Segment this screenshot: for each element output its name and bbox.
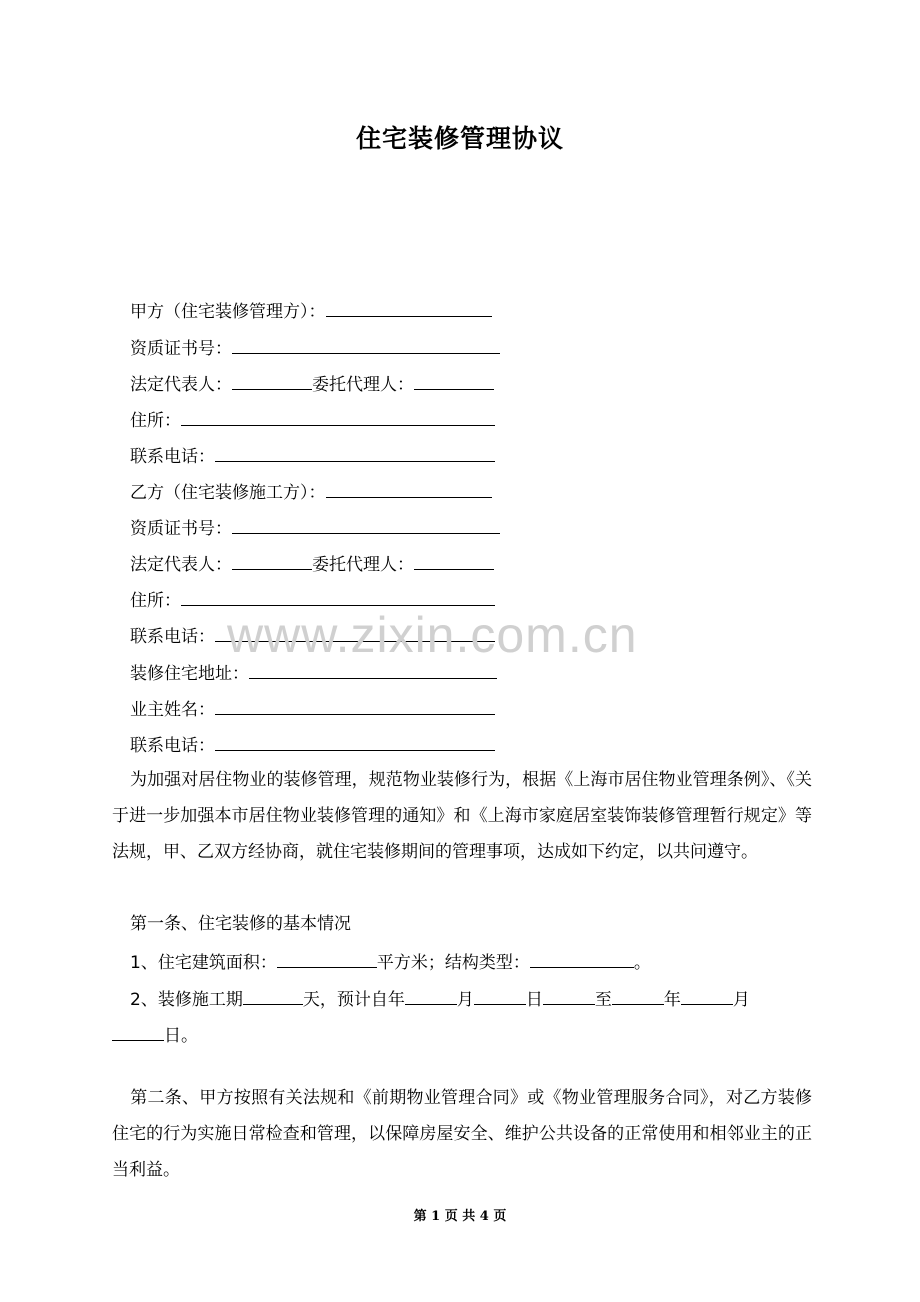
page-footer	[0, 1205, 920, 1224]
start-month-blank[interactable]	[474, 985, 526, 1005]
field-label: 资质证书号：	[130, 519, 232, 539]
page-total: 4	[479, 1209, 489, 1224]
start-day-blank[interactable]	[543, 985, 595, 1005]
footer-suffix: 页	[493, 1209, 507, 1224]
address-field	[130, 406, 495, 432]
item-text: 天，预计自年	[302, 990, 405, 1010]
field-label: 装修住宅地址：	[130, 664, 249, 684]
item-text: 1、住宅建筑面积：	[130, 953, 277, 973]
field-label: 委托代理人：	[312, 555, 414, 575]
article1-heading	[112, 906, 812, 942]
party-b-field	[130, 478, 492, 504]
item-text: 至	[594, 990, 612, 1010]
party-a-field	[130, 297, 492, 323]
field-label: 资质证书号：	[130, 339, 232, 359]
field-label: 联系电话：	[130, 736, 215, 756]
representative-field	[130, 370, 494, 396]
field-label: 住所：	[130, 591, 181, 611]
blank-line[interactable]	[232, 334, 500, 354]
article1-item2	[112, 982, 812, 1054]
document-title: 住宅装修管理协议	[355, 124, 564, 153]
item-text: 日	[525, 990, 543, 1010]
end-month-blank[interactable]	[681, 985, 733, 1005]
item-text: 。	[633, 953, 651, 973]
blank-line[interactable]	[181, 586, 495, 606]
footer-prefix: 第	[413, 1209, 427, 1224]
field-label: 甲方（住宅装修管理方）：	[130, 302, 326, 322]
blank-line[interactable]	[232, 514, 500, 534]
qualification-field	[130, 514, 500, 540]
preamble-text: 为加强对居住物业的装修管理，规范物业装修行为，根据《上海市居住物业管理条例》、《关于进一步加强本市居住物业装修管理的通知》和《上海市家庭居室装饰装修管理暂行规定》等法规，甲、乙双方经协商，就住宅装修期间的管理事项，达成如下约定，以共问遵守。	[112, 770, 812, 862]
area-blank[interactable]	[277, 948, 377, 968]
blank-line[interactable]	[215, 695, 495, 715]
structure-blank[interactable]	[530, 948, 634, 968]
blank-line[interactable]	[326, 478, 492, 498]
item-text: 月	[456, 990, 474, 1010]
item-text: 平方米；结构类型：	[376, 953, 530, 973]
field-label: 住所：	[130, 411, 181, 431]
preamble-paragraph	[112, 762, 812, 870]
watermark: www.zixin.com.cn	[227, 607, 638, 663]
end-day-blank[interactable]	[112, 1021, 164, 1041]
field-label: 联系电话：	[130, 447, 215, 467]
owner-name-field	[130, 695, 495, 721]
article1-item1	[112, 945, 812, 981]
owner-phone-field	[130, 731, 495, 757]
blank-line[interactable]	[215, 442, 495, 462]
item-text: 日。	[164, 1026, 198, 1046]
footer-mid: 页 共	[444, 1209, 476, 1224]
qualification-field	[130, 334, 500, 360]
phone-field	[130, 442, 495, 468]
blank-line[interactable]	[181, 406, 495, 426]
page-number: 1	[431, 1209, 441, 1224]
field-label: 委托代理人：	[312, 375, 414, 395]
blank-line[interactable]	[232, 550, 312, 570]
blank-line[interactable]	[414, 550, 494, 570]
item-text: 2、装修施工期	[130, 990, 243, 1010]
representative-field	[130, 550, 494, 576]
blank-line[interactable]	[326, 297, 492, 317]
duration-blank[interactable]	[243, 985, 303, 1005]
start-year-blank[interactable]	[405, 985, 457, 1005]
article2-paragraph	[112, 1080, 812, 1188]
field-label: 联系电话：	[130, 627, 215, 647]
article2-text: 第二条、甲方按照有关法规和《前期物业管理合同》或《物业管理服务合同》，对乙方装修住宅的行为实施日常检查和管理，以保障房屋安全、维护公共设备的正常使用和相邻业主的正当利益。	[112, 1088, 812, 1180]
blank-line[interactable]	[414, 370, 494, 390]
blank-line[interactable]	[232, 370, 312, 390]
heading-text: 第一条、住宅装修的基本情况	[130, 914, 351, 934]
end-year-blank[interactable]	[612, 985, 664, 1005]
blank-line[interactable]	[215, 731, 495, 751]
field-label: 法定代表人：	[130, 555, 232, 575]
item-text: 月	[732, 990, 750, 1010]
field-label: 业主姓名：	[130, 700, 215, 720]
field-label: 乙方（住宅装修施工方）：	[130, 483, 326, 503]
field-label: 法定代表人：	[130, 375, 232, 395]
item-text: 年	[663, 990, 681, 1010]
